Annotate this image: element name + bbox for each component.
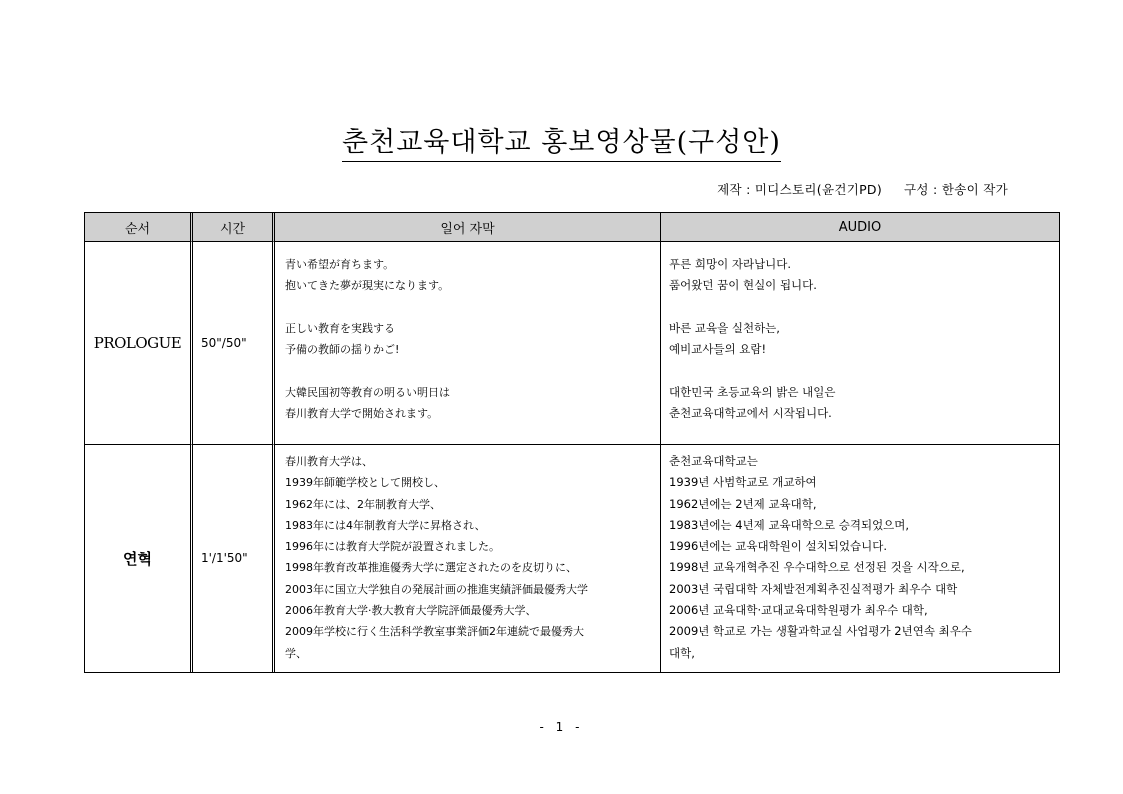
subtitle-line: 大韓民国初等教育の明るい明日は	[285, 385, 450, 399]
audio-cell	[661, 242, 1059, 445]
audio-line: 1983년에는 4년제 교육대학으로 승격되었으며,	[669, 517, 910, 532]
audio-line: 대한민국 초등교육의 밝은 내일은	[669, 384, 836, 399]
subtitle-line: 予備の教師の揺りかご!	[285, 343, 400, 357]
subtitle-line: 1998年教育改革推進優秀大学に選定されたのを皮切りに、	[285, 561, 577, 575]
composition-credit: 구성 : 한송이 작가	[904, 182, 1008, 197]
subtitle-line: 1996年には教育大学院が設置されました。	[285, 540, 500, 554]
time-cell: 50"/50"	[193, 242, 275, 445]
title-container	[0, 126, 1123, 162]
header-time: 시간	[193, 213, 275, 242]
audio-line: 1996년에는 교육대학원이 설치되었습니다.	[669, 539, 887, 554]
script-table	[84, 212, 1060, 673]
order-cell: PROLOGUE	[85, 242, 193, 445]
audio-line: 2003년 국립대학 자체발전계획추진실적평가 최우수 대학	[669, 581, 958, 596]
page-number: - 1 -	[539, 720, 584, 734]
header-audio: AUDIO	[661, 213, 1059, 242]
header-row	[85, 213, 1059, 242]
subtitle-line: 1939年師範学校として開校し、	[285, 476, 445, 490]
subtitle-line: 春川教育大学で開始されます。	[285, 407, 439, 421]
spacer	[285, 297, 652, 318]
subtitle-cell	[275, 445, 661, 672]
time-cell: 1'/1'50"	[193, 445, 275, 672]
subtitle-line: 正しい教育を実践する	[285, 321, 395, 335]
audio-line: 1998년 교육개혁추진 우수대학으로 선정된 것을 시작으로,	[669, 560, 965, 575]
order-cell: 연혁	[85, 445, 193, 672]
audio-line: 대학,	[669, 645, 695, 660]
table-row	[85, 445, 1059, 672]
audio-line: 바른 교육을 실천하는,	[669, 320, 780, 335]
subtitle-line: 2003年に国立大学独自の発展計画の推進実績評価最優秀大学	[285, 582, 588, 596]
subtitle-line: 春川教育大学は、	[285, 455, 373, 468]
audio-line: 춘천교육대학교에서 시작됩니다.	[669, 406, 832, 421]
credits-line	[0, 180, 1008, 198]
subtitle-line: 1983年には4年制教育大学に昇格され、	[285, 518, 486, 532]
table-row	[85, 242, 1059, 445]
audio-line: 푸른 희망이 자라납니다.	[669, 257, 792, 271]
audio-line: 춘천교육대학교는	[669, 454, 758, 468]
spacer	[669, 297, 1051, 318]
audio-line: 2006년 교육대학·교대교육대학원평가 최우수 대학,	[669, 603, 928, 618]
audio-line: 1962년에는 2년제 교육대학,	[669, 496, 817, 511]
header-subtitle: 일어 자막	[275, 213, 661, 242]
subtitle-line: 青い希望が育ちます。	[285, 258, 395, 271]
header-order: 순서	[85, 213, 193, 242]
audio-line: 예비교사들의 요람!	[669, 342, 767, 357]
audio-line: 1939년 사범학교로 개교하여	[669, 475, 817, 490]
subtitle-line: 2009年学校に行く生活科学教室事業評価2年連続で最優秀大	[285, 625, 584, 639]
document-title: 춘천교육대학교 홍보영상물(구성안)	[342, 126, 781, 162]
subtitle-line: 抱いてきた夢が現実になります。	[285, 279, 450, 293]
audio-line: 품어왔던 꿈이 현실이 됩니다.	[669, 278, 817, 293]
audio-cell	[661, 445, 1059, 672]
subtitle-line: 2006年教育大学·教大教育大学院評価最優秀大学、	[285, 604, 537, 618]
subtitle-line: 学、	[285, 646, 307, 660]
subtitle-cell	[275, 242, 661, 445]
audio-line: 2009년 학교로 가는 생활과학교실 사업평가 2년연속 최우수	[669, 624, 972, 639]
spacer	[285, 360, 652, 381]
subtitle-line: 1962年には、2年制教育大学、	[285, 497, 441, 511]
spacer	[669, 360, 1051, 381]
production-credit: 제작 : 미디스토리(윤건기PD)	[717, 182, 883, 197]
